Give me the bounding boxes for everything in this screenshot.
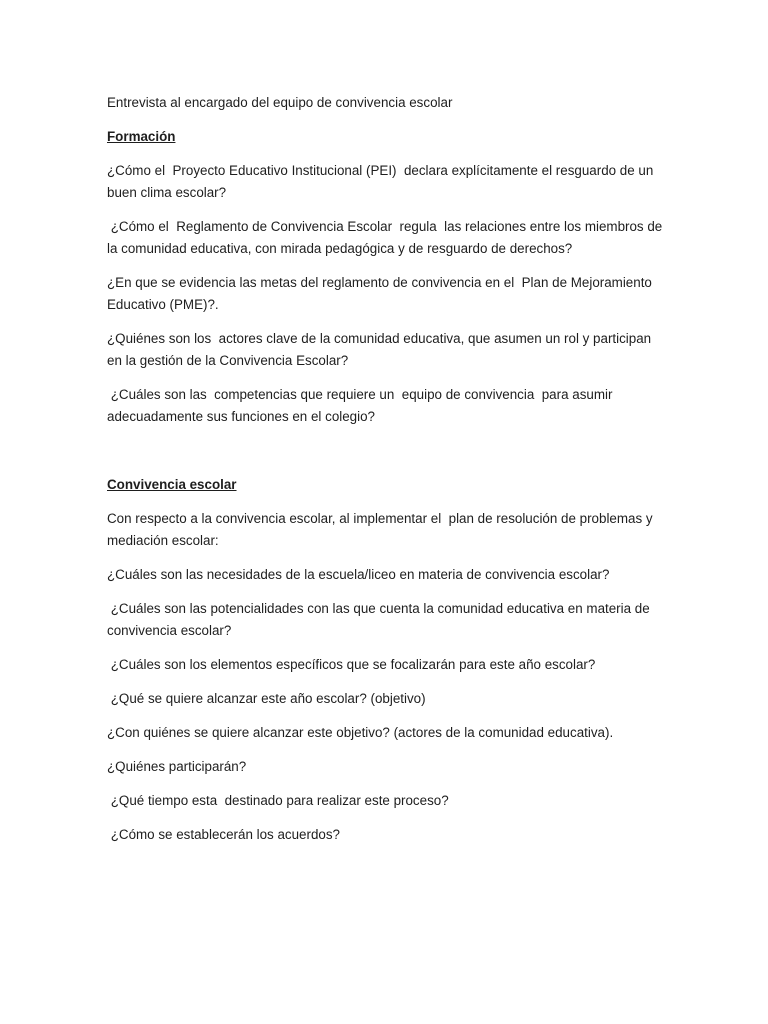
question-tiempo: ¿Qué tiempo esta destinado para realizar este proceso? (107, 793, 449, 808)
question-reglamento: ¿Cómo el Reglamento de Convivencia Escolar regula las relaciones entre los miembros de la comunidad educativa, con mirada pedagógica y de resguardo de derechos? (107, 219, 666, 256)
document-title: Entrevista al encargado del equipo de convivencia escolar (107, 95, 453, 110)
question-con-quienes: ¿Con quiénes se quiere alcanzar este objetivo? (actores de la comunidad educativa). (107, 725, 614, 740)
question-necesidades: ¿Cuáles son las necesidades de la escuela/liceo en materia de convivencia escolar? (107, 567, 610, 582)
intro-paragraph: Con respecto a la convivencia escolar, al implementar el plan de resolución de problemas y mediación escolar: (107, 511, 657, 548)
question-acuerdos: ¿Cómo se establecerán los acuerdos? (107, 827, 340, 842)
question-elementos: ¿Cuáles son los elementos específicos que se focalizarán para este año escolar? (107, 657, 596, 672)
section-heading-convivencia: Convivencia escolar (107, 477, 237, 492)
section-heading-formacion: Formación (107, 129, 176, 144)
section-spacer (107, 440, 667, 474)
question-objetivo: ¿Qué se quiere alcanzar este año escolar? (objetivo) (107, 691, 426, 706)
question-pei: ¿Cómo el Proyecto Educativo Institucional (PEI) declara explícitamente el resguardo de un buen clima escolar? (107, 163, 658, 200)
question-competencias: ¿Cuáles son las competencias que requiere un equipo de convivencia para asumir adecuadamente sus funciones en el colegio? (107, 387, 617, 424)
question-potencialidades: ¿Cuáles son las potencialidades con las que cuenta la comunidad educativa en materia de convivencia escolar? (107, 601, 654, 638)
document-body (107, 92, 667, 858)
question-pme: ¿En que se evidencia las metas del reglamento de convivencia en el Plan de Mejoramiento Educativo (PME)?. (107, 275, 656, 312)
question-actores-clave: ¿Quiénes son los actores clave de la comunidad educativa, que asumen un rol y participan en la gestión de la Convivencia Escolar? (107, 331, 655, 368)
question-participaran: ¿Quiénes participarán? (107, 759, 247, 774)
